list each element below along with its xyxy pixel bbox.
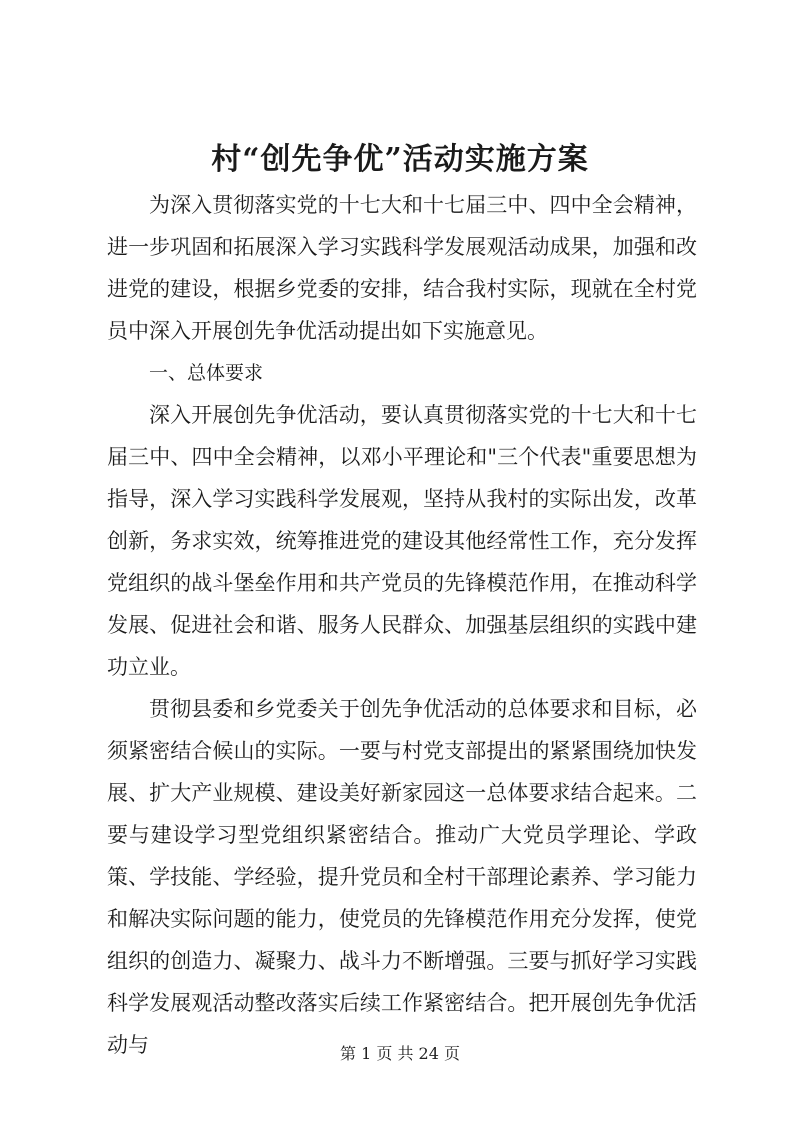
implementation-paragraph: 贯彻县委和乡党委关于创先争优活动的总体要求和目标，必须紧密结合候山的实际。一要与村党支部提出的紧紧围绕加快发展、扩大产业规模、建设美好新家园这一总体要求结合起来。二要与建设学习型党组织紧密结合。推动广大党员学理论、学政策、学技能、学经验，提升党员和全村干部理论素养、学习能力和解决实际问题的能力，使党员的先锋模范作用充分发挥，使党组织的创造力、凝聚力、战斗力不断增强。三要与抓好学习实践科学发展观活动整改落实后续工作紧密结合。把开展创先争优活动与: [107, 697, 697, 1057]
page-number: 第 1 页 共 24 页: [340, 1044, 460, 1063]
document-title: 村“创先争优”活动实施方案: [211, 142, 589, 177]
section-heading: 一、总体要求: [149, 362, 264, 384]
document-body: [107, 184, 697, 1066]
intro-paragraph: 为深入贯彻落实党的十七大和十七届三中、四中全会精神，进一步巩固和拓展深入学习实践科学发展观活动成果，加强和改进党的建设，根据乡党委的安排，结合我村实际，现就在全村党员中深入开展创先争优活动提出如下实施意见。: [107, 193, 697, 343]
requirements-paragraph: 深入开展创先争优活动，要认真贯彻落实党的十七大和十七届三中、四中全会精神，以邓小平理论和"三个代表"重要思想为指导，深入学习实践科学发展观，坚持从我村的实际出发，改革创新，务求实效，统筹推进党的建设其他经常性工作，充分发挥党组织的战斗堡垒作用和共产党员的先锋模范作用，在推动科学发展、促进社会和谐、服务人民群众、加强基层组织的实践中建功立业。: [107, 403, 697, 679]
